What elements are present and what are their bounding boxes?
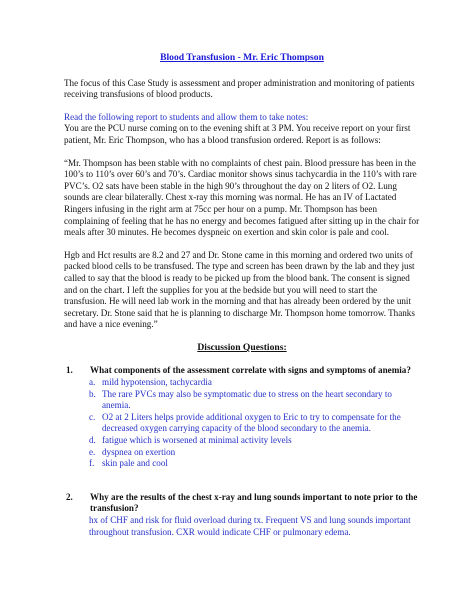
answer-item bbox=[89, 377, 420, 389]
answer-label: d. bbox=[89, 435, 96, 446]
intro-paragraph: The focus of this Case Study is assessment and proper administration and monitoring of patients receiving transfusions of blood products. bbox=[64, 77, 415, 100]
answer-item bbox=[89, 389, 420, 412]
answer-label: f. bbox=[89, 458, 95, 469]
answer-item bbox=[89, 458, 420, 470]
question-2-answer: hx of CHF and risk for fluid overload during tx. Frequent VS and lung sounds important throughout transfusion. CXR would indicate CHF or pulmonary edema. bbox=[89, 515, 411, 537]
setup-paragraph: You are the PCU nurse coming on to the evening shift at 3 PM. You receive report on your first patient, Mr. Eric Thompson, who has a blood transfusion ordered. Report is as follows: bbox=[64, 123, 411, 145]
answer-label: c. bbox=[89, 411, 96, 422]
question-2 bbox=[64, 492, 420, 515]
question-text: Why are the results of the chest x-ray and lung sounds important to note prior to the transfusion? bbox=[90, 491, 418, 514]
question-1-answers bbox=[89, 377, 420, 470]
question-number: 2. bbox=[66, 491, 73, 502]
answer-item bbox=[89, 412, 420, 435]
answer-label: b. bbox=[89, 388, 96, 399]
answer-text: dyspnea on exertion bbox=[102, 446, 176, 457]
report-instructions bbox=[64, 112, 420, 124]
answer-text: The rare PVCs may also be symptomatic due to stress on the heart secondary to anemia. bbox=[102, 388, 392, 411]
question-text: What components of the assessment correlate with signs and symptoms of anemia? bbox=[90, 365, 411, 376]
answer-text: skin pale and cool bbox=[102, 458, 168, 469]
answer-item bbox=[89, 447, 420, 459]
discussion-title: Discussion Questions: bbox=[197, 341, 287, 353]
report-paragraph-1: “Mr. Thompson has been stable with no complaints of chest pain. Blood pressure has been in the 100’s to 110’s over 60’s and 70’s. Cardiac monitor shows sinus tachycardia in the 110’s with rare PVC’s. O2 sats have been stable in the high 90’s throughout the day on 2 liters of O2. Lung sounds are clear bilaterally. Chest x-ray this morning was normal. He has an IV of Lactated Ringers infusing in the right arm at 75cc per hour on a pump. Mr. Thompson has been complaining of feeling that he has no energy and becomes fatigued after sitting up in the chair for meals after 30 minutes. He becomes dyspneic on exertion and skin color is pale and cool. bbox=[64, 157, 420, 238]
document-title: Blood Transfusion - Mr. Eric Thompson bbox=[160, 52, 324, 63]
report-paragraph-2: Hgb and Hct results are 8.2 and 27 and Dr. Stone came in this morning and ordered two units of packed blood cells to be transfused. The type and screen has been drawn by the lab and they just called to say that the blood is ready to be picked up from the blood bank. The consent is signed and on the chart. I left the supplies for you at the bedside but you will need to start the transfusion. He will need lab work in the morning and that has already been ordered by the unit secretary. Dr. Stone said that he is planning to discharge Mr. Thompson home tomorrow. Thanks and have a nice evening.” bbox=[64, 249, 415, 330]
question-1 bbox=[64, 365, 420, 377]
answer-text: mild hypotension, tachycardia bbox=[102, 377, 212, 388]
answer-text: O2 at 2 Liters helps provide additional oxygen to Eric to try to compensate for the decreased oxygen carrying capacity of the blood secondary to the anemia. bbox=[102, 411, 401, 434]
answer-label: a. bbox=[89, 377, 96, 388]
instruction-text: Read the following report to students and allow them to take notes: bbox=[64, 111, 309, 122]
answer-text: fatigue which is worsened at minimal activity levels bbox=[102, 435, 292, 446]
answer-item bbox=[89, 435, 420, 447]
document-page bbox=[64, 52, 420, 538]
answer-label: e. bbox=[89, 446, 96, 457]
question-number: 1. bbox=[66, 365, 73, 376]
